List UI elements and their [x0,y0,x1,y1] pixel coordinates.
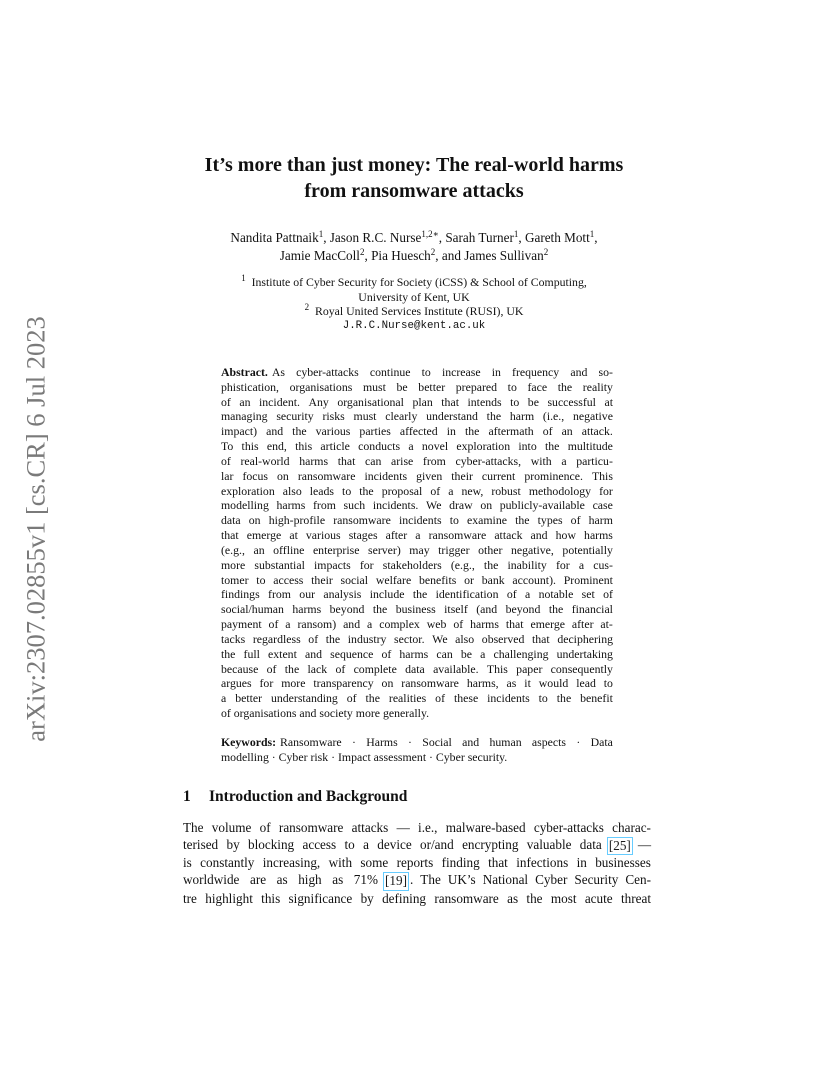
author-affil-mark: 2 [359,246,365,257]
abstract-line: modelling harms from such incidents. We draw on publicly-available case [221,498,613,513]
abstract-line: that emerge at various stages after a ransomware attack and how harms [221,528,613,543]
affiliation-1: $^1$ Institute of Cyber Security for Society (iCSS) & School of Computing, [241,273,587,289]
abstract-line: payment of a ransom) and a complex web of harms that emerge after at- [221,617,613,632]
body-line: terised by blocking access to a device or/and encrypting valuable data [25] — [183,837,651,856]
abstract-line: impact) and the various parties affected in the aftermath of an attack. [221,424,613,439]
keywords-line: modelling · Cyber risk · Impact assessment · Cyber security. [221,749,508,764]
abstract-line: (e.g., an offline enterprise server) may trigger other negative, potentially [221,542,613,557]
affiliation-1-cont: University of Kent, UK [358,289,470,304]
abstract-line: data on high-profile ransomware incidents to examine the types of harm [221,513,613,528]
abstract-line: the full extent and sequence of harms can be a challenging undertaking [221,646,613,661]
author-name: Gareth Mott [524,230,590,245]
body-text [183,820,651,908]
abstract-line: of real-world harms that can arise from cyber-attacks, with a particu- [221,453,613,468]
author-line-2: Jamie MacColl$^2$, Pia Huesch$^2$, and James Sullivan$^2$ [279,246,549,263]
contact-email[interactable]: J.R.C.Nurse@kent.ac.uk [342,319,486,332]
affiliations [150,275,678,333]
section-number: 1 [183,788,191,805]
abstract-line: tomer to access their social welfare benefits or bank account). Prominent [221,572,613,587]
abstract-line: of an incident. Any organisational plan that intends to be successful at [221,394,613,409]
abstract-line: Abstract. As cyber-attacks continue to increase in frequency and so- [221,365,613,379]
abstract-line: tacks regardless of the industry sector. We also observed that deciphering [221,631,613,646]
keywords-line: Keywords: Ransomware · Harms · Social and human aspects · Data [221,735,613,749]
author-line-1: Nandita Pattnaik$^1$, Jason R.C. Nurse$^{1,2∗}$, Sarah Turner$^1$, Gareth Mott$^1$, [230,229,598,245]
citation-link[interactable]: [19] [383,872,409,891]
abstract-line: argues for more transparency on ransomware harms, as it would lead to [221,676,613,691]
author-affil-mark: 2 [430,246,436,257]
abstract-line: findings from our analysis include the identification of a notable set of [221,587,613,602]
author-affil-mark: 1 [589,229,595,239]
author-affil-mark: 1,2∗ [421,229,439,239]
abstract-line: phistication, organisations must be better prepared to face the reality [221,379,613,394]
body-line: worldwide are as high as 71% [19] . The UK’s National Cyber Security Cen- [183,872,651,891]
abstract-line: more substantial impacts for stakeholders (e.g., the inability for a cus- [221,557,613,572]
author-name: James Sullivan [464,247,544,263]
keywords-label: Keywords: [221,735,277,749]
arxiv-identifier-text: arXiv:2307.02855v1 [cs.CR] 6 Jul 2023 [20,316,51,742]
citation-link[interactable]: [25] [607,837,633,856]
section-heading [183,788,407,806]
abstract-line: because of the lack of complete data available. This paper consequently [221,661,613,676]
abstract-line: managing security risks must clearly understand the harm (i.e., negative [221,409,613,424]
author-name: Nandita Pattnaik [230,230,319,245]
author-name: Sarah Turner [445,230,514,245]
arxiv-identifier [20,302,52,756]
body-line: is constantly increasing, with some reports finding that infections in businesses [183,855,651,871]
body-line: tre highlight this significance by defining ransomware as the most acute threat [183,890,651,906]
author-affil-mark: 1 [318,229,324,239]
author-name: Jamie MacColl [279,247,360,263]
corresponding-author-mark: ∗ [432,229,439,239]
keywords [221,735,613,765]
author-affil-mark: 2 [543,246,549,257]
body-line: The volume of ransomware attacks — i.e., malware-based cyber-attacks charac- [183,820,651,835]
title-line-2: from ransomware attacks [304,180,524,202]
affiliation-2: $^2$ Royal United Services Institute (RUSI), UK [304,302,524,318]
abstract-line: To this end, this article conducts a novel exploration into the multitude [221,439,613,454]
author-affil-mark: 1 [513,229,519,239]
author-list [150,229,678,264]
abstract-line: of organisations and society more generally. [221,706,430,721]
author-name: Jason R.C. Nurse [329,230,422,245]
abstract [221,365,613,721]
abstract-line: exploration also leads to the proposal of a new, robust methodology for [221,483,613,498]
author-name: Pia Huesch [371,247,431,263]
abstract-line: a better understanding of the realities of these incidents to the benefit [221,691,613,706]
abstract-label: Abstract. [221,365,268,379]
paper-title [150,152,678,204]
abstract-line: social/human harms beyond the business itself (and beyond the financial [221,602,613,617]
section-title: Introduction and Background [209,788,408,805]
abstract-line: lar focus on ransomware incidents given their current prominence. This [221,468,613,483]
title-line-1: It’s more than just money: The real-world harms [204,154,624,176]
